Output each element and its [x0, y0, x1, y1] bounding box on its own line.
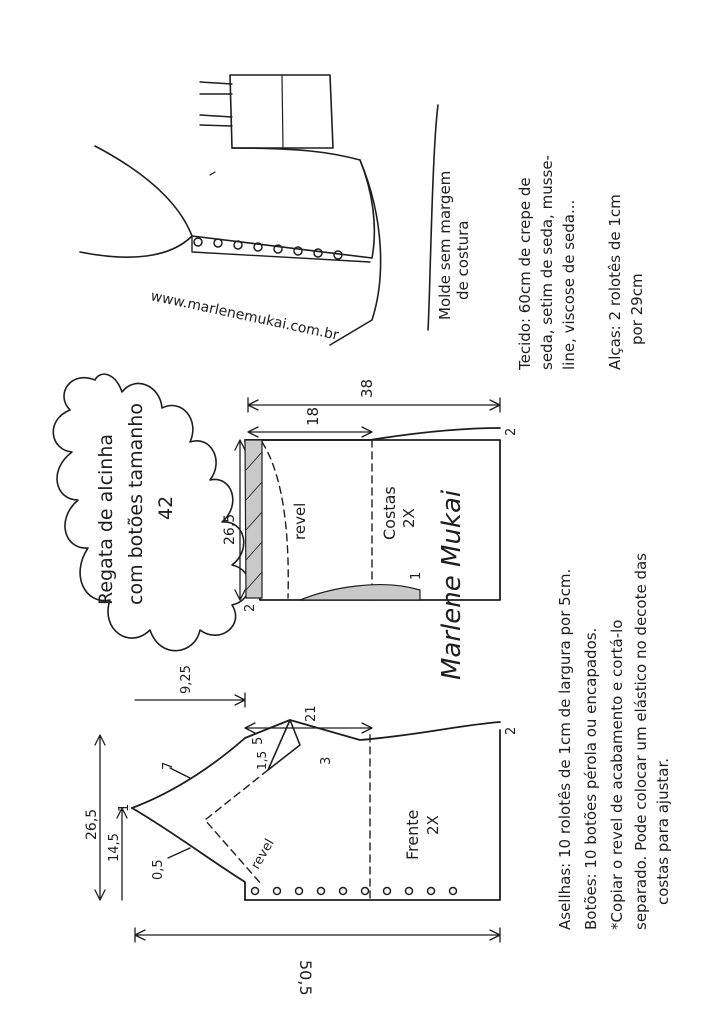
fabric-note-line4: Alças: 2 rolotês de 1cm: [606, 194, 624, 370]
sketch-straps: [200, 82, 232, 126]
fabric-note-line3: line, viscose de seda...: [560, 199, 578, 370]
instruction-line2: Botões: 10 botões pérola ou encapados.: [582, 627, 600, 930]
front-button-icon: [252, 888, 259, 895]
sketch-button-icon: [334, 251, 342, 259]
front-neckline: [132, 808, 245, 900]
back-count: 2X: [400, 508, 418, 528]
front-dim-14-5: 14,5: [107, 833, 122, 862]
sketch-button-icon: [314, 249, 322, 257]
mold-note-line2: de costura: [454, 220, 472, 300]
back-piece: [222, 379, 519, 612]
title-line1: Regata de alcinha: [95, 433, 117, 605]
sketch-neckline: [80, 236, 192, 257]
front-dim-9-25: 9,25: [179, 665, 194, 694]
front-button-icon: [274, 888, 281, 895]
back-mark-2b: 2: [243, 603, 258, 612]
front-mark-2: 2: [504, 726, 519, 735]
fabric-note-line5: por 29cm: [628, 273, 646, 345]
front-button-icon: [406, 888, 413, 895]
front-buttons: [252, 888, 457, 895]
front-armhole: [132, 738, 245, 808]
mold-note-line1: Molde sem margem: [436, 170, 454, 320]
front-dim-9-25-line: [135, 693, 245, 707]
fabric-note-line1: Tecido: 60cm de crepe de: [516, 177, 534, 370]
back-dim-18: [248, 427, 372, 437]
front-mark-1: 1: [117, 803, 132, 812]
instruction-line3: *Copiar o revel de acabamento e cortá-lo: [608, 619, 626, 930]
front-count: 2X: [424, 815, 442, 835]
front-button-icon: [296, 888, 303, 895]
instructions: [556, 553, 672, 930]
front-dim-21: 21: [304, 705, 319, 722]
sketch-mark: [210, 172, 215, 175]
title-line3: 42: [155, 495, 177, 520]
front-button-icon: [318, 888, 325, 895]
front-revel-label: revel: [248, 836, 278, 872]
instruction-line4: separado. Pode colocar um elástico no decote das: [632, 553, 650, 930]
back-revel-label: revel: [291, 502, 309, 540]
fabric-note-line2: seda, setim de seda, musse-: [538, 155, 556, 370]
front-dim-total: 50,5: [296, 960, 315, 996]
front-mark-3: 3: [319, 756, 334, 765]
signature: Marlene Mukai: [437, 489, 467, 680]
front-mark-7: 7: [161, 761, 176, 770]
title-cloud: [53, 374, 249, 651]
front-bottom-side: [245, 730, 500, 900]
back-dim-total: 38: [358, 378, 376, 398]
front-label: Frente: [403, 809, 422, 860]
sketch-center-line: [282, 76, 283, 147]
front-button-icon: [450, 888, 457, 895]
sketch-button-icon: [194, 238, 202, 246]
front-button-icon: [362, 888, 369, 895]
back-mark-2: 2: [504, 427, 519, 436]
front-mark-0-5: 0,5: [151, 859, 166, 880]
back-dim-38: [248, 398, 500, 412]
back-dim-height-label: 26,5: [222, 513, 238, 545]
front-mark-5: 5: [251, 736, 266, 745]
back-label: Costas: [380, 486, 399, 540]
sketch-button-icon: [214, 239, 222, 247]
back-dart-shaded: [300, 585, 420, 600]
back-mark-1: 1: [409, 571, 424, 580]
front-dim-height: 26,5: [84, 808, 100, 840]
sketch-front-body: [95, 146, 374, 258]
front-piece: [84, 665, 519, 996]
back-dim-partial: 18: [304, 406, 322, 426]
front-dim-total-line: [135, 928, 500, 942]
front-button-icon: [428, 888, 435, 895]
back-revel-line: [262, 442, 288, 598]
instruction-line5: costas para ajustar.: [654, 757, 672, 905]
instruction-line1: Asellhas: 10 rolotês de 1cm de largura por 5cm.: [556, 568, 574, 930]
back-top-curve: [245, 428, 500, 440]
title-cloud-outline: [53, 374, 249, 651]
front-button-icon: [340, 888, 347, 895]
front-mark-1-5: 1,5: [255, 750, 269, 770]
title-line2: com botões tamanho: [125, 403, 147, 605]
front-button-icon: [384, 888, 391, 895]
sketch-top-panel: [230, 75, 333, 148]
website-text: www.marlenemukai.com.br: [149, 288, 341, 344]
